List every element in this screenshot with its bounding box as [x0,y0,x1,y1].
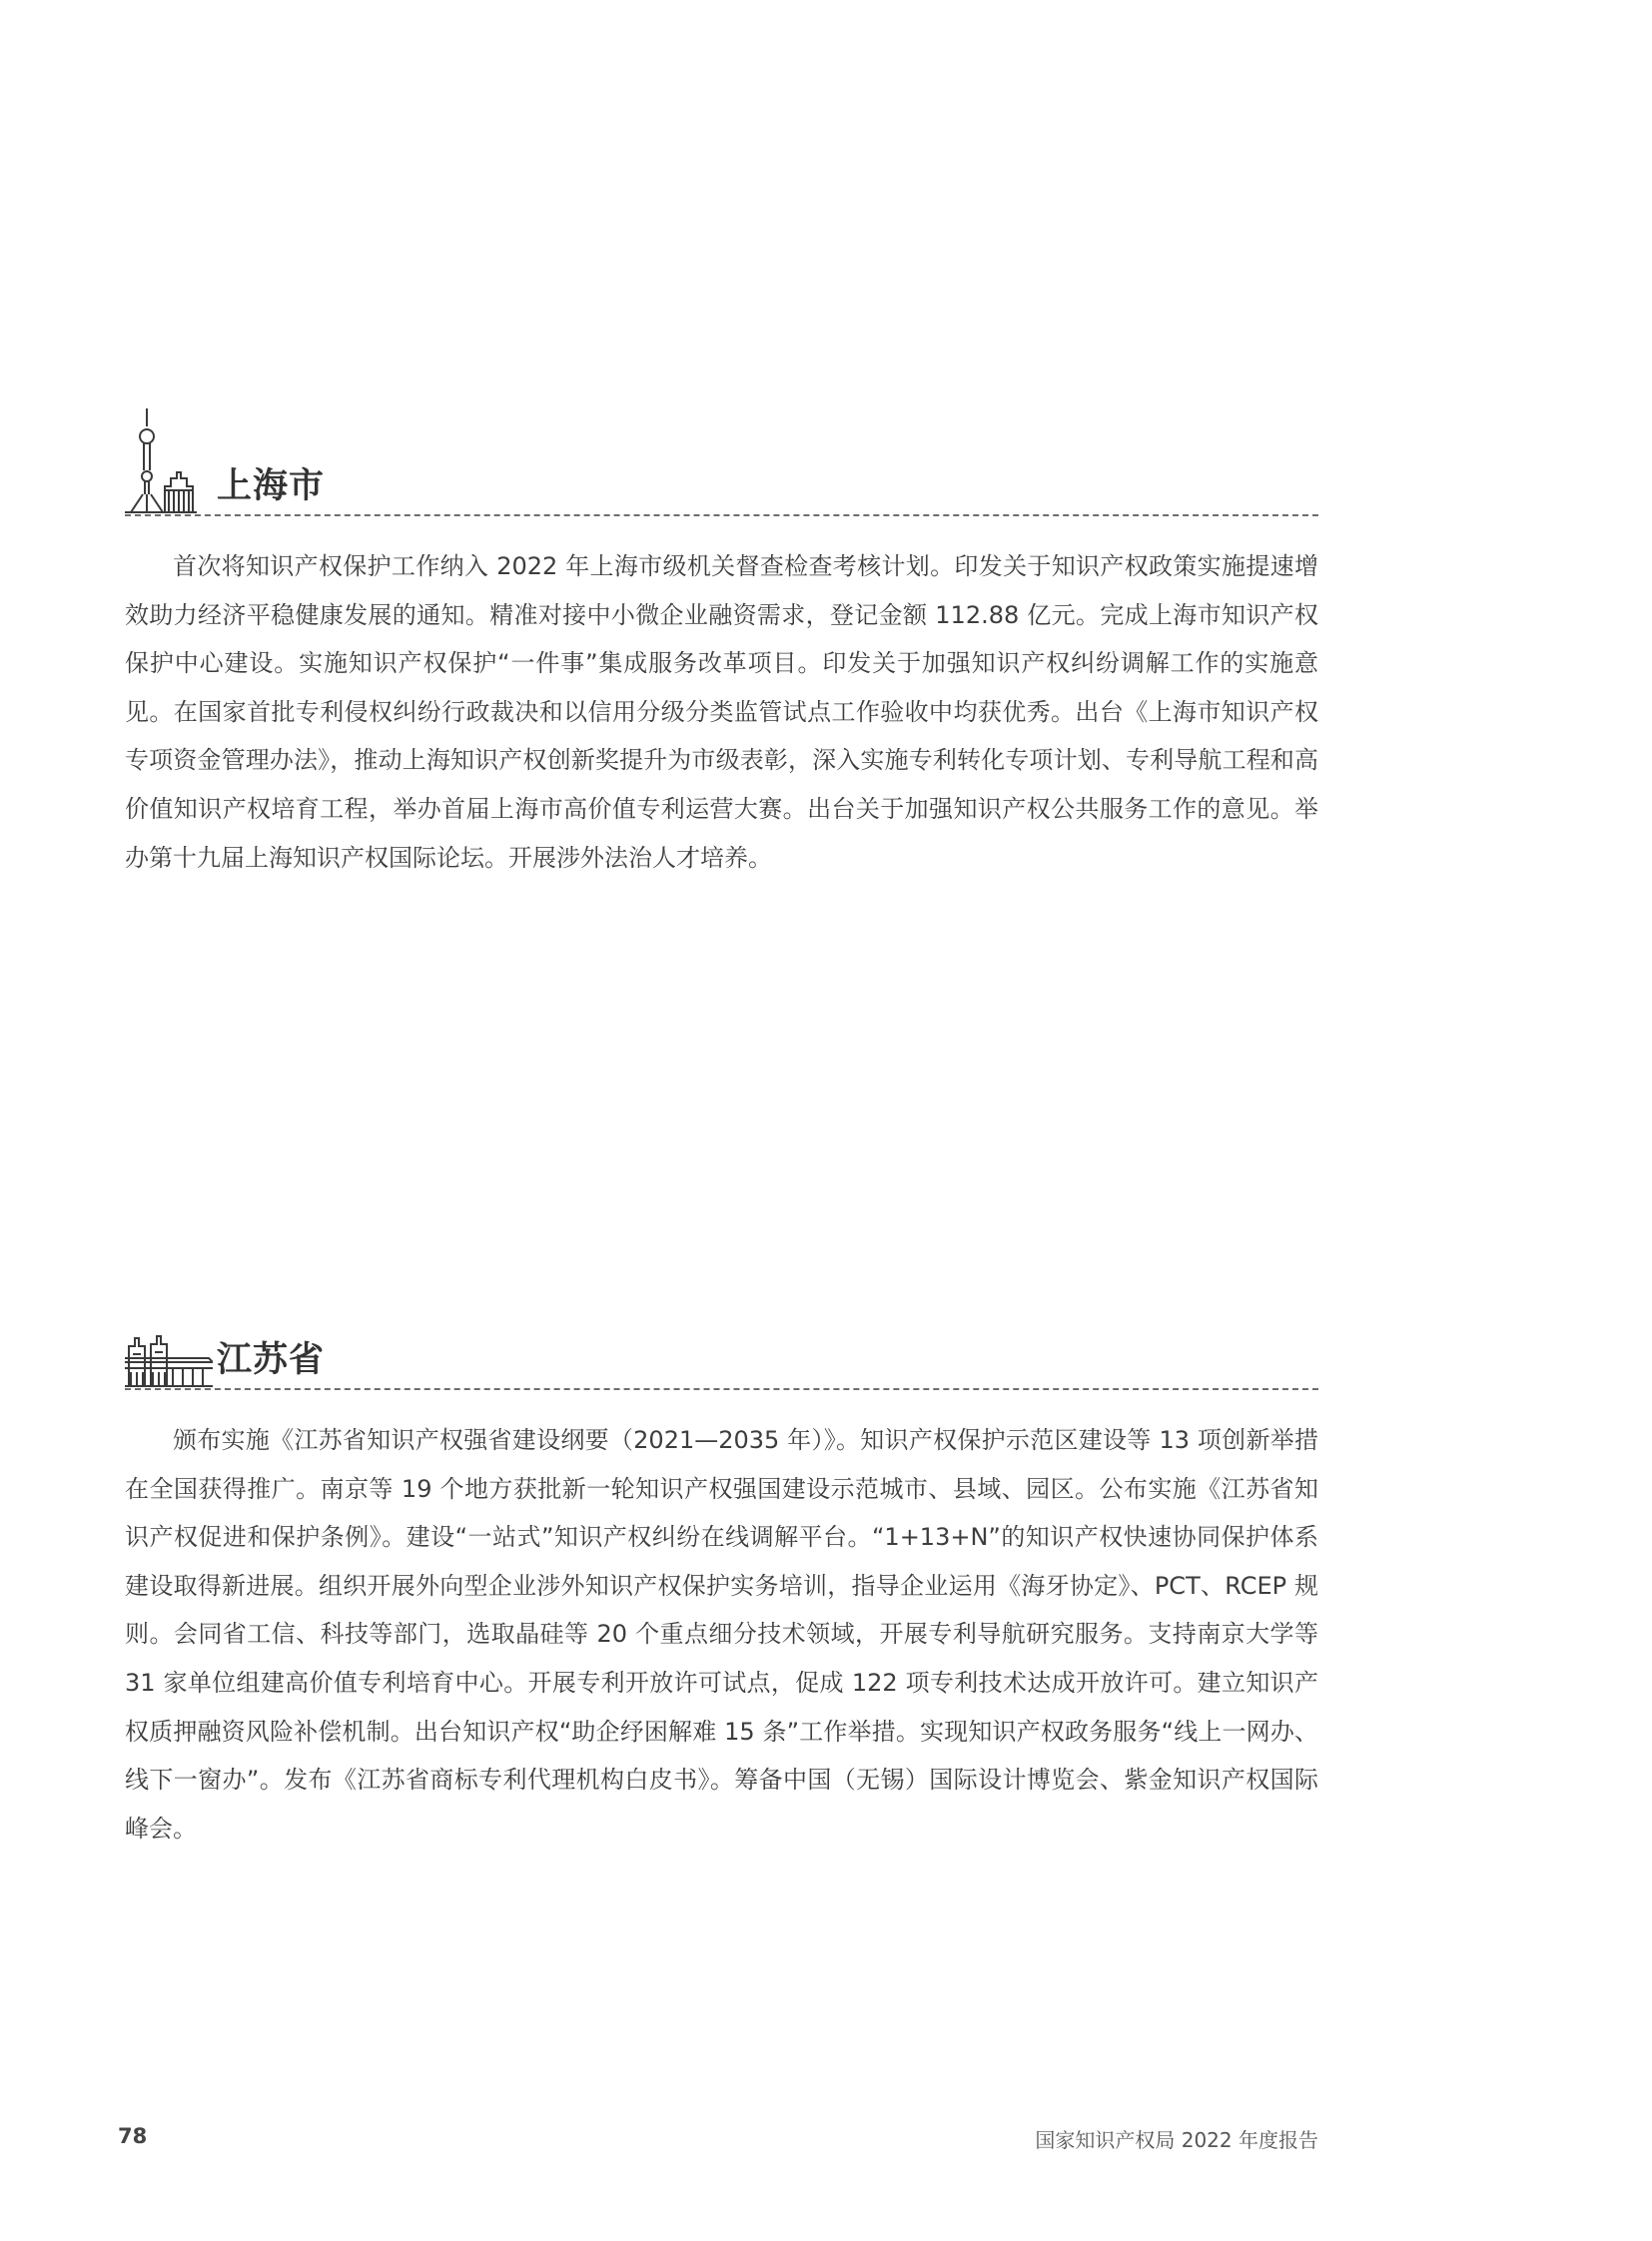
section-title: 江苏省 [217,1340,326,1380]
report-title: 国家知识产权局 2022 年度报告 [1035,2128,1318,2152]
section-jiangsu [125,1288,1318,1876]
section-header [125,404,1318,516]
section-paragraph: 首次将知识产权保护工作纳入 2022 年上海市级机关督查检查考核计划。印发关于知识产权政策实施提速增效助力经济平稳健康发展的通知。精准对接中小微企业融资需求，登记金额 112.88 亿元。完成上海市知识产权保护中心建设。实施知识产权保护“一件事”集成服务改革项目。印发关于加强知识产权纠纷调解工作的实施意见。在国家首批专利侵权纠纷行政裁决和以信用分级分类监管试点工作验收中均获优秀。出台《上海市知识产权专项资金管理办法》，推动上海知识产权创新奖提升为市级表彰，深入实施专利转化专项计划、专利导航工程和高价值知识产权培育工程，举办首届上海市高价值专利运营大赛。出台关于加强知识产权公共服务工作的意见。举办第十九届上海知识产权国际论坛。开展涉外法治人才培养。 [125,552,1318,872]
page-number: 78 [118,2124,148,2148]
jiangsu-bridge-icon [125,1332,213,1388]
section-paragraph: 颁布实施《江苏省知识产权强省建设纲要（2021—2035 年）》。知识产权保护示范区建设等 13 项创新举措在全国获得推广。南京等 19 个地方获批新一轮知识产权强国建设示范城市、县域、园区。公布实施《江苏省知识产权促进和保护条例》。建设“一站式”知识产权纠纷在线调解平台。“1+13+N”的知识产权快速协同保护体系建设取得新进展。组织开展外向型企业涉外知识产权保护实务培训，指导企业运用《海牙协定》、PCT、RCEP 规则。会同省工信、科技等部门，选取晶硅等 20 个重点细分技术领域，开展专利导航研究服务。支持南京大学等 31 家单位组建高价值专利培育中心。开展专利开放许可试点，促成 122 项专利技术达成开放许可。建立知识产权质押融资风险补偿机制。出台知识产权“助企纾困解难 15 条”工作举措。实现知识产权政务服务“线上一网办、线下一窗办”。发布《江苏省商标专利代理机构白皮书》。筹备中国（无锡）国际设计博览会、紫金知识产权国际峰会。 [125,1426,1318,1843]
section-header [125,1288,1318,1390]
section-title: 上海市 [217,466,326,506]
shanghai-skyline-icon [125,406,197,514]
section-shanghai [125,404,1318,906]
